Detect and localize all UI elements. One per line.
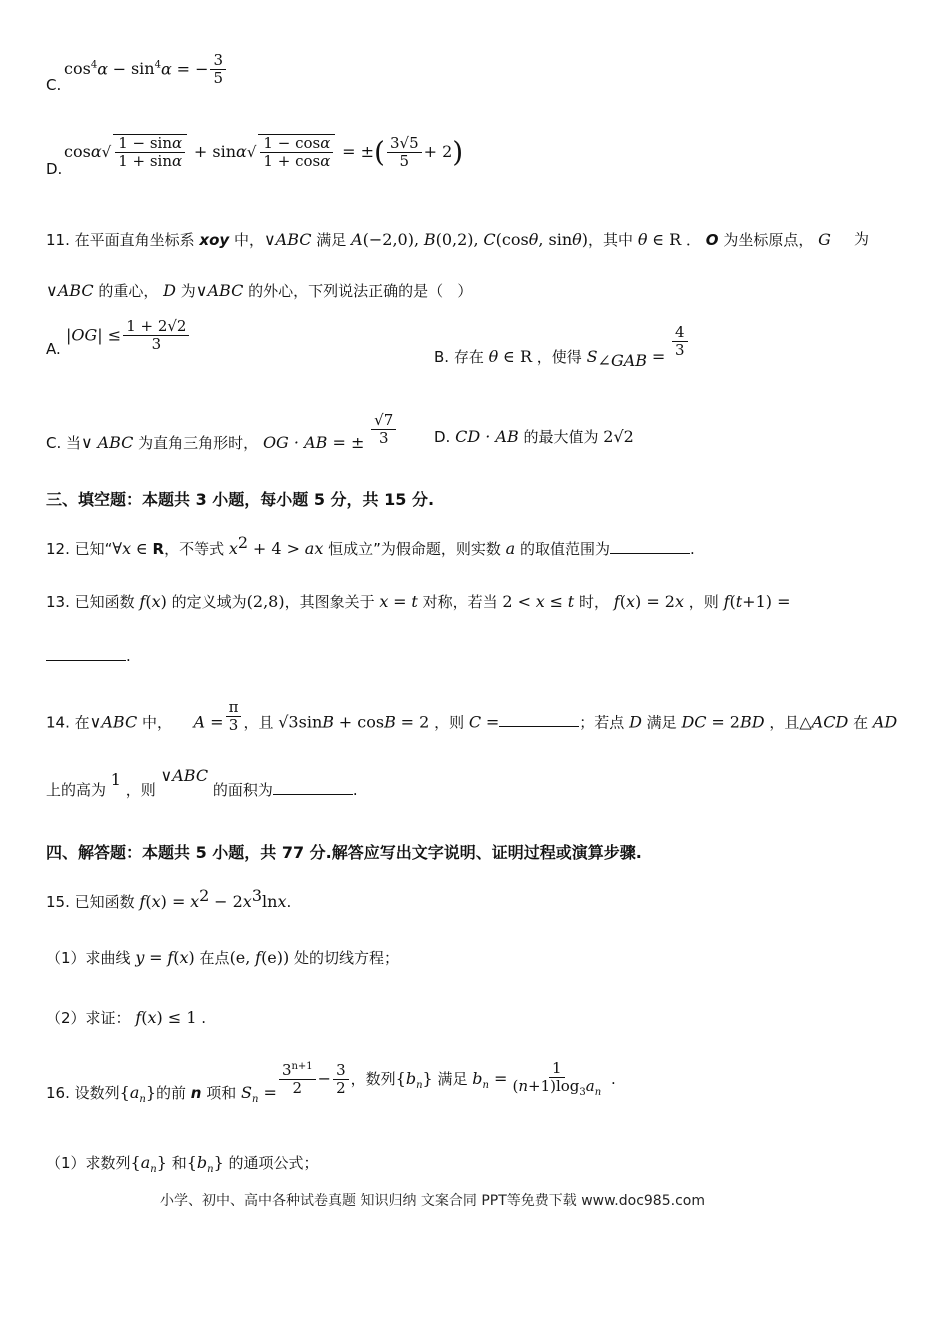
q11-option-d: D. CD · AB 的最大值为 2√2 [434, 427, 634, 446]
question-15-part2: （2）求证： f(x) ≤ 1 . [46, 1008, 207, 1027]
question-13: 13. 已知函数 f(x) 的定义域为(2,8)，其图象关于 x = t 对称，若当 2 < x ≤ t 时， f(x) = 2x ，则 f(t+1) = [46, 592, 791, 611]
question-15-part1: （1）求曲线 y = f(x) 在点(e, f(e)) 处的切线方程； [46, 948, 400, 967]
page-footer: 小学、初中、高中各种试卷真题 知识归纳 文案合同 PPT等免费下载 www.doc985.com [160, 1193, 705, 1209]
q10-d-label: D. [46, 160, 63, 178]
q11-stem-line1: 11. 在平面直角坐标系 xoy 中，∨ABC 满足 A(−2,0), B(0,2), C(cosθ, sinθ)，其中 θ ∈ R ． O 为坐标原点， G 为 [46, 230, 870, 249]
q11-stem-line2: ∨ABC 的重心， D 为∨ABC 的外心，下列说法正确的是（ ） [46, 281, 473, 300]
question-16-part1: （1）求数列$\{a_n\}$ 和$\{b_n\}$ 的通项公式； [46, 1153, 319, 1176]
section-4-heading: 四、解答题：本题共 5 小题，共 77 分.解答应写出文字说明、证明过程或演算步骤. [46, 843, 642, 862]
q11-option-b: B. 存在 θ ∈ R ，使得 $S_{\angle GAB}$ = $\frac{4}{3}$ [434, 318, 690, 354]
q11-option-a: A. |OG| ≤ $\frac{1 + 2√2}{3}$ [46, 318, 61, 336]
question-16-stem: 16. 设数列$\{a_n\}$的前 n 项和 $S_n$ = $\frac{3^{n+1}}{2}$ − $\frac{3}{2}$ ，数列$\{b_n\}$ 满足 $b_n$ = $\frac{1}{(n+1)\log_3a_n}$ . [46, 1059, 616, 1106]
q10-d-expression: cosα√ $\frac{1 - \sin\alpha}{1 + \sin\alpha}$ + sinα√ $\frac{1 - \cos\alpha}{1 + \cos\alpha}$ = ±( $\frac{3√5}{5}$ + 2) [64, 133, 464, 171]
q10-option-d [46, 133, 464, 178]
question-14-line2: 上的高为 1 ，则 ∨ABC 的面积为 . [46, 766, 358, 799]
question-14-line1: 14. 在∨ABC 中， A = $\frac{\pi}{3}$ ，且 √3sinB + cosB = 2 ，则 C = ；若点 D 满足 DC = 2BD ，且△ACD 在 AD [46, 698, 898, 735]
q10-c-label: C. [46, 76, 62, 94]
question-15-stem: 15. 已知函数 $f(x) = x^2 - 2x^3\ln x$. [46, 886, 292, 911]
section-3-heading: 三、填空题：本题共 3 小题，每小题 5 分，共 15 分. [46, 490, 435, 509]
q10-option-c [46, 51, 224, 94]
q11-option-c: C. 当∨ ABC 为直角三角形时， OG · AB = ± $\frac{√7}{3}$ [46, 402, 398, 438]
question-12: 12. 已知“∀x ∈ R，不等式 $x^2 + 4$ > ax 恒成立”为假命题，则实数 a 的取值范围为 . [46, 533, 695, 558]
question-13-blank: . [46, 646, 131, 665]
q10-c-expression: $\cos^4\alpha - \sin^4\alpha$ = − $\frac{3}{5}$ [64, 52, 228, 88]
